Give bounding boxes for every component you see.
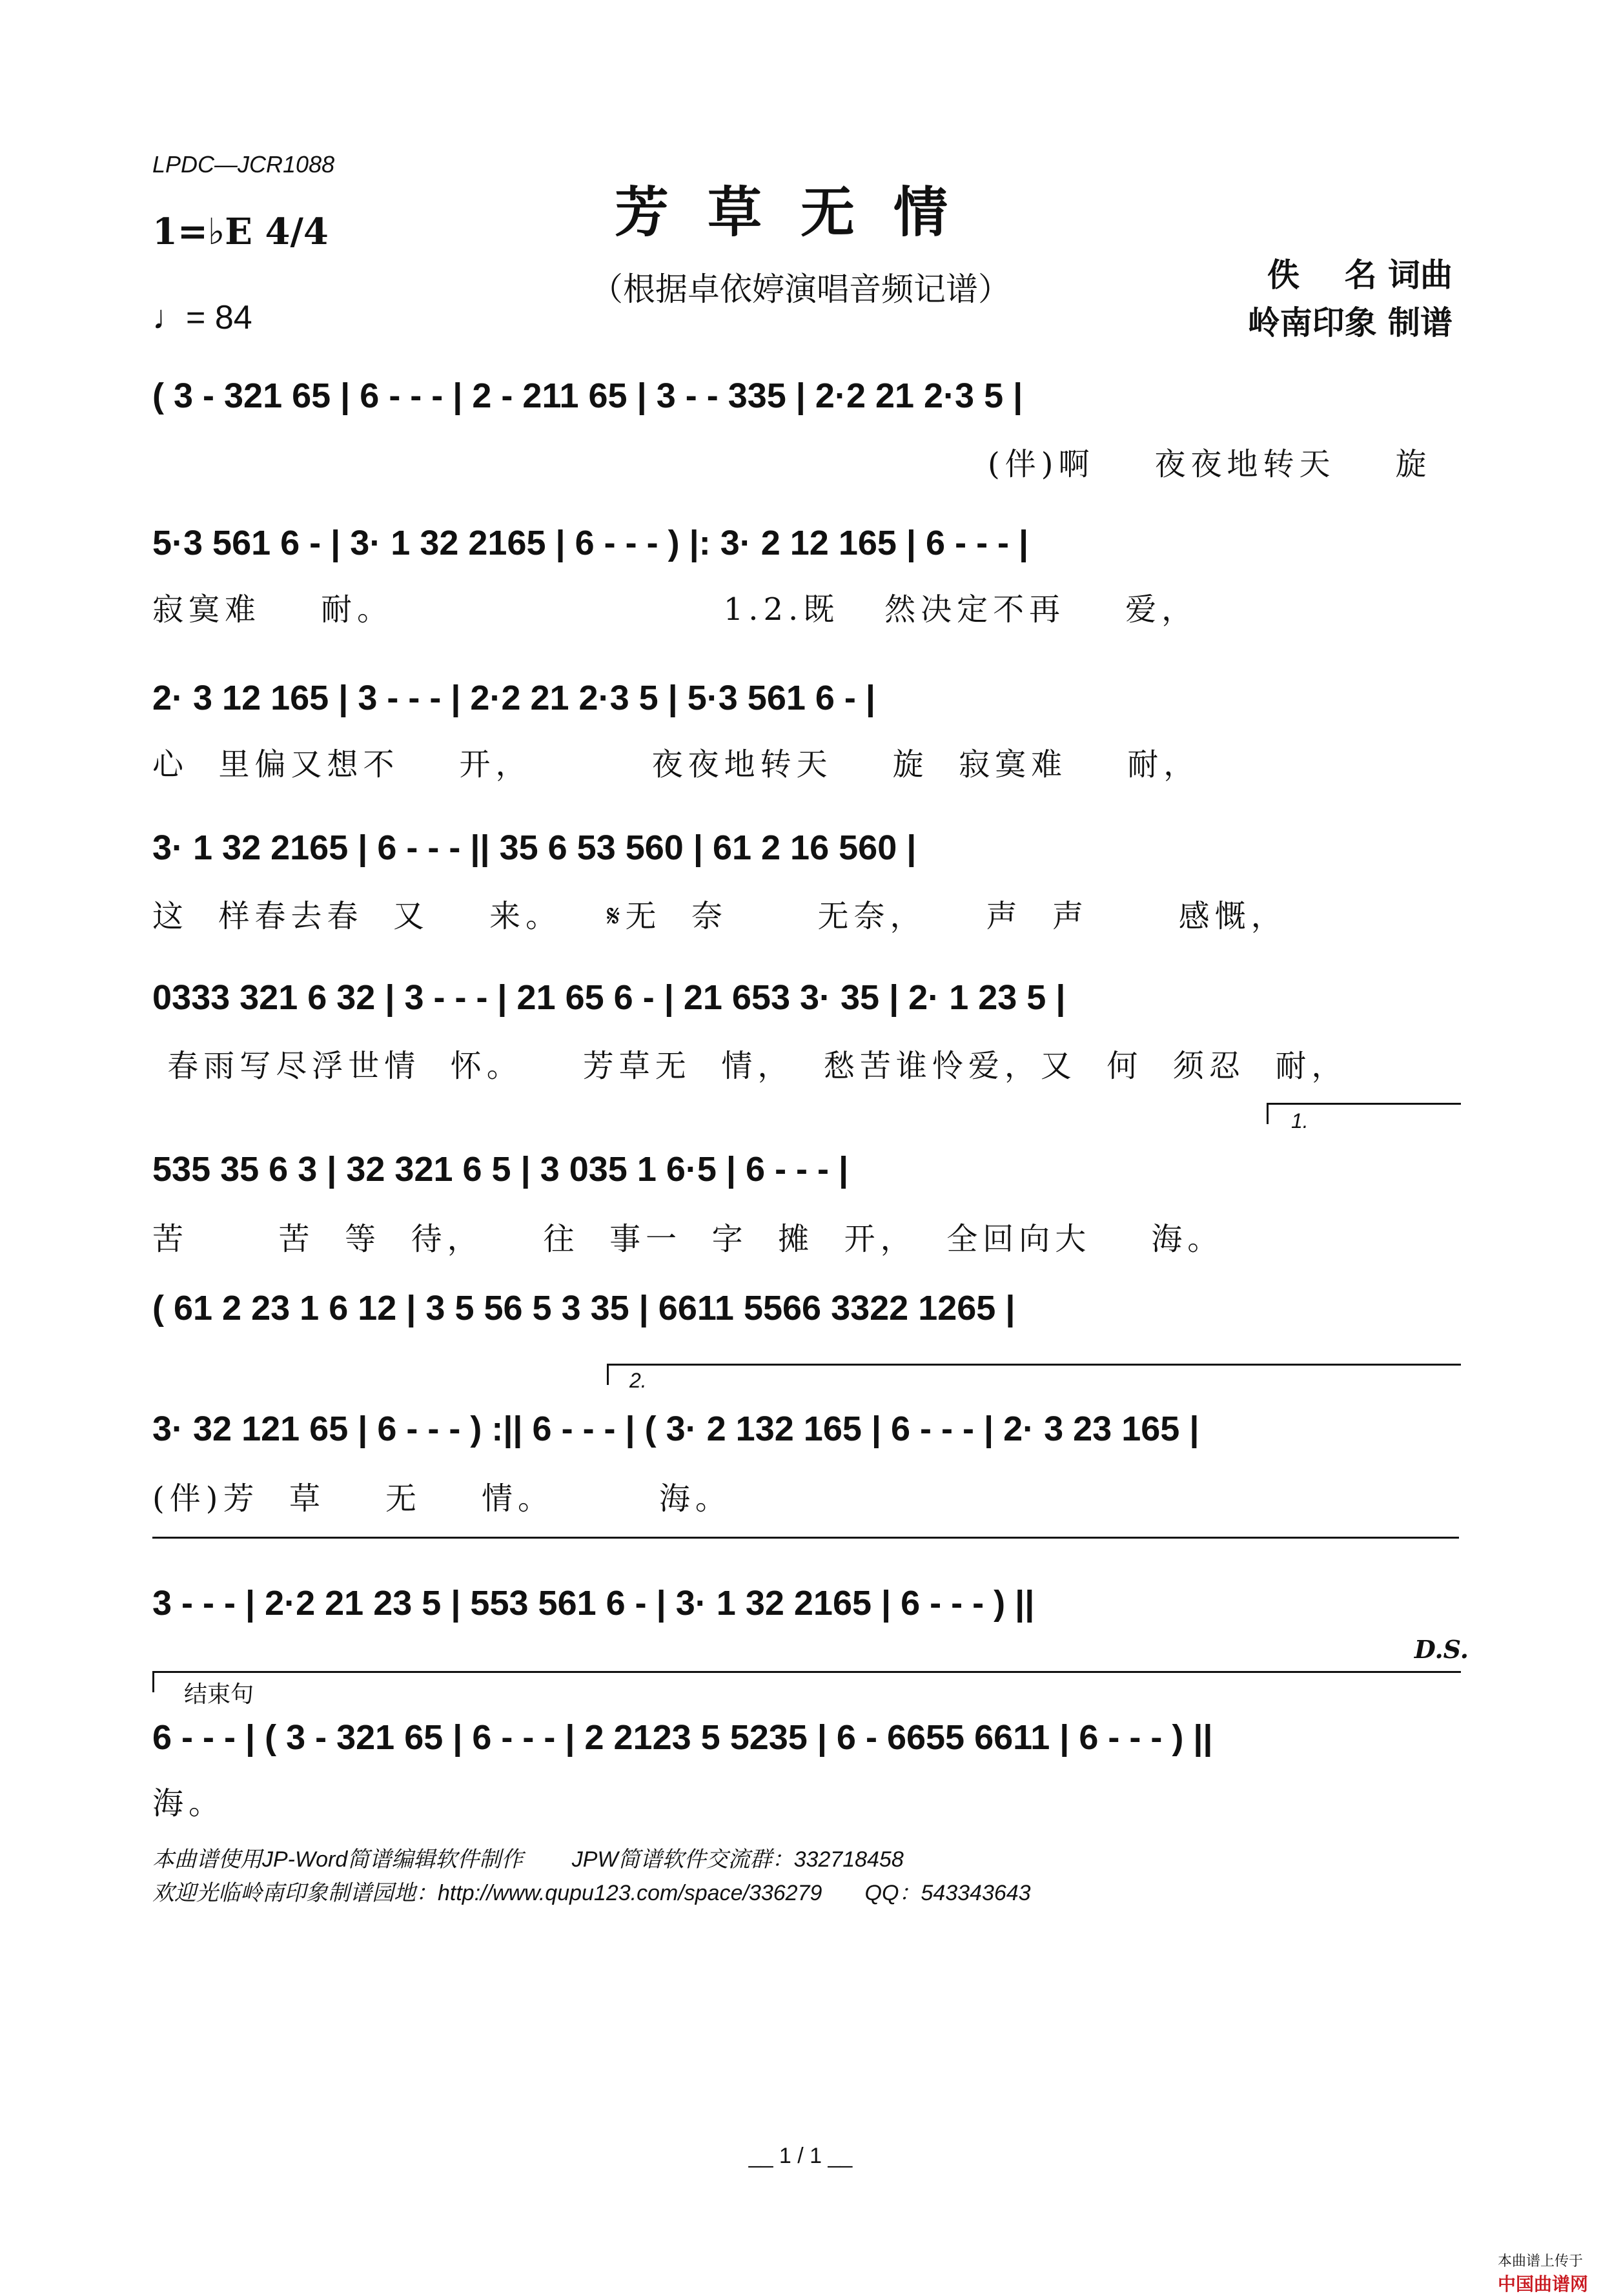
key-signature: 1=♭E 4/4 <box>152 210 329 253</box>
notation-line-5: 0333 321 6 32 | 3 - - - | 21 65 6 - | 21 653 3· 35 | 2· 1 23 5 | <box>152 978 1066 1017</box>
page-number: __ 1 / 1 __ <box>748 2144 853 2168</box>
notation-line-1: ( 3 - 321 65 | 6 - - - | 2 - 211 65 | 3 - - 335 | 2·2 21 2·3 5 | <box>152 376 1023 415</box>
score-code: LPDC—JCR1088 <box>152 151 335 178</box>
ending-label: 结束句 <box>184 1681 254 1708</box>
notation-line-9: 3 - - - | 2·2 21 23 5 | 553 561 6 - | 3· 1 32 2165 | 6 - - - ) || <box>152 1584 1035 1623</box>
upload-credit <box>1489 2234 1588 2296</box>
volta-1-label: 1. <box>1291 1109 1309 1133</box>
footer-line-1: 本曲谱使用JP-Word简谱编辑软件制作 JPW简谱软件交流群：332718458 <box>152 1847 904 1872</box>
tempo-marking: ♩= 84 <box>152 299 252 336</box>
upload-brand: 中国曲谱网 <box>1497 2273 1588 2295</box>
lyric-line-5: 春雨写尽浮世情 怀。 芳草无 情， 愁苦谁怜爱，又 何 须忍 耐， <box>152 1048 1348 1084</box>
credit-engraver: 岭南印象 制谱 <box>1247 303 1453 342</box>
credit-lyrics-music: 佚 名 词曲 <box>1267 256 1453 294</box>
repeat-bracket-line <box>152 1537 1459 1539</box>
notation-line-4: 3· 1 32 2165 | 6 - - - || 35 6 53 560 | 61 2 16 560 | <box>152 828 917 867</box>
song-subtitle: （根据卓依婷演唱音频记谱） <box>591 271 1010 308</box>
lyric-line-6: 苦 苦 等 待， 往 事一 字 摊 开， 全回向大 海。 <box>152 1221 1224 1257</box>
notation-line-8: 3· 32 121 65 | 6 - - - ) :|| 6 - - - | ( 3· 2 132 165 | 6 - - - | 2· 3 23 165 | <box>152 1409 1199 1448</box>
ending-bracket <box>152 1671 1461 1692</box>
notation-line-2: 5·3 561 6 - | 3· 1 32 2165 | 6 - - - ) |: 3· 2 12 165 | 6 - - - | <box>152 524 1029 562</box>
lyric-line-2: 寂寞难 耐。 1.2.既 然决定不再 爱， <box>152 591 1198 628</box>
volta-2-label: 2. <box>629 1369 647 1392</box>
notation-line-10: 6 - - - | ( 3 - 321 65 | 6 - - - | 2 2123 5 5235 | 6 - 6655 6611 | 6 - - - ) || <box>152 1718 1213 1757</box>
footer-line-2: 欢迎光临岭南印象制谱园地：http://www.qupu123.com/space/336279 QQ：543343643 <box>152 1881 1031 1905</box>
notation-line-3: 2· 3 12 165 | 3 - - - | 2·2 21 2·3 5 | 5·3 561 6 - | <box>152 679 876 717</box>
lyric-line-10: 海。 <box>152 1785 225 1821</box>
ds-marking: D.S. <box>1414 1635 1469 1664</box>
lyric-line-3: 心 里偏又想不 开， 夜夜地转天 旋 寂寞难 耐， <box>152 746 1200 783</box>
upload-text: 本曲谱上传于 <box>1497 2253 1583 2270</box>
lyric-line-4: 这 样春去春 又 来。 𝄋无 奈 无奈， 声 声 感慨， <box>152 898 1287 934</box>
lyric-line-1: (伴)啊 夜夜地转天 旋 <box>988 446 1432 482</box>
song-title: 芳草无情 <box>614 180 986 244</box>
notation-line-7: ( 61 2 23 1 6 12 | 3 5 56 5 3 35 | 6611 5566 3322 1265 | <box>152 1289 1015 1327</box>
volta-2-bracket <box>607 1364 1461 1385</box>
lyric-line-8: (伴)芳 草 无 情。 海。 <box>152 1481 731 1517</box>
notation-line-6: 535 35 6 3 | 32 321 6 5 | 3 035 1 6·5 | 6 - - - | <box>152 1150 849 1189</box>
